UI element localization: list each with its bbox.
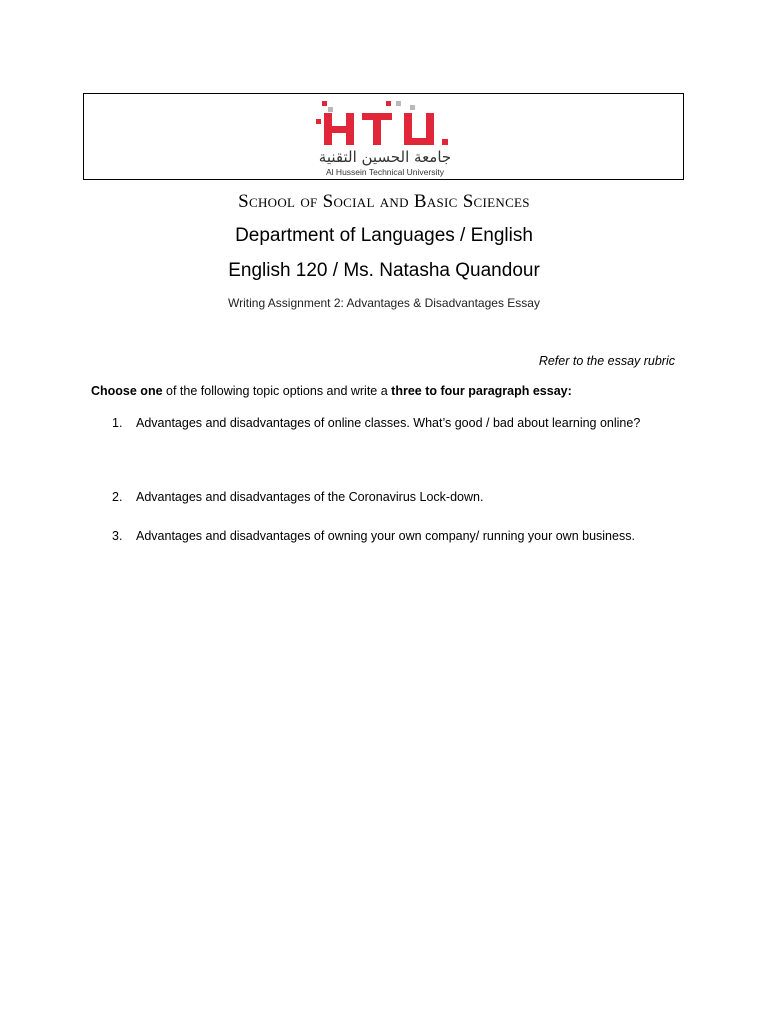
list-item (112, 478, 652, 516)
rubric-note: Refer to the essay rubric (538, 354, 675, 368)
university-logo (314, 99, 456, 177)
list-item (112, 404, 652, 442)
htu-logo-mark (314, 99, 456, 147)
assignment-title: Writing Assignment 2: Advantages & Disadvantages Essay (228, 296, 540, 310)
list-item-text: Advantages and disadvantages of the Coronavirus Lock-down. (136, 490, 484, 504)
course-title: English 120 / Ms. Natasha Quandour (228, 260, 540, 281)
header-box (83, 93, 684, 180)
instructions (91, 383, 572, 400)
list-item-number: 1. (112, 416, 123, 430)
instructions-middle: of the following topic options and write a (162, 384, 392, 398)
department-title: Department of Languages / English (235, 225, 533, 246)
list-item-number: 2. (112, 490, 123, 504)
logo-arabic-name: جامعة الحسين التقنية (318, 148, 452, 166)
instructions-bold-length: three to four paragraph essay: (391, 384, 572, 398)
list-item-text: Advantages and disadvantages of online classes. What’s good / bad about learning online? (136, 416, 641, 430)
instructions-bold-choose: Choose one (91, 384, 163, 398)
list-item-number: 3. (112, 529, 123, 543)
list-item (112, 517, 652, 555)
logo-english-name: Al Hussein Technical University (326, 167, 444, 177)
list-item-text: Advantages and disadvantages of owning your own company/ running your own business. (136, 529, 635, 543)
school-title: School of Social and Basic Sciences (238, 191, 530, 212)
